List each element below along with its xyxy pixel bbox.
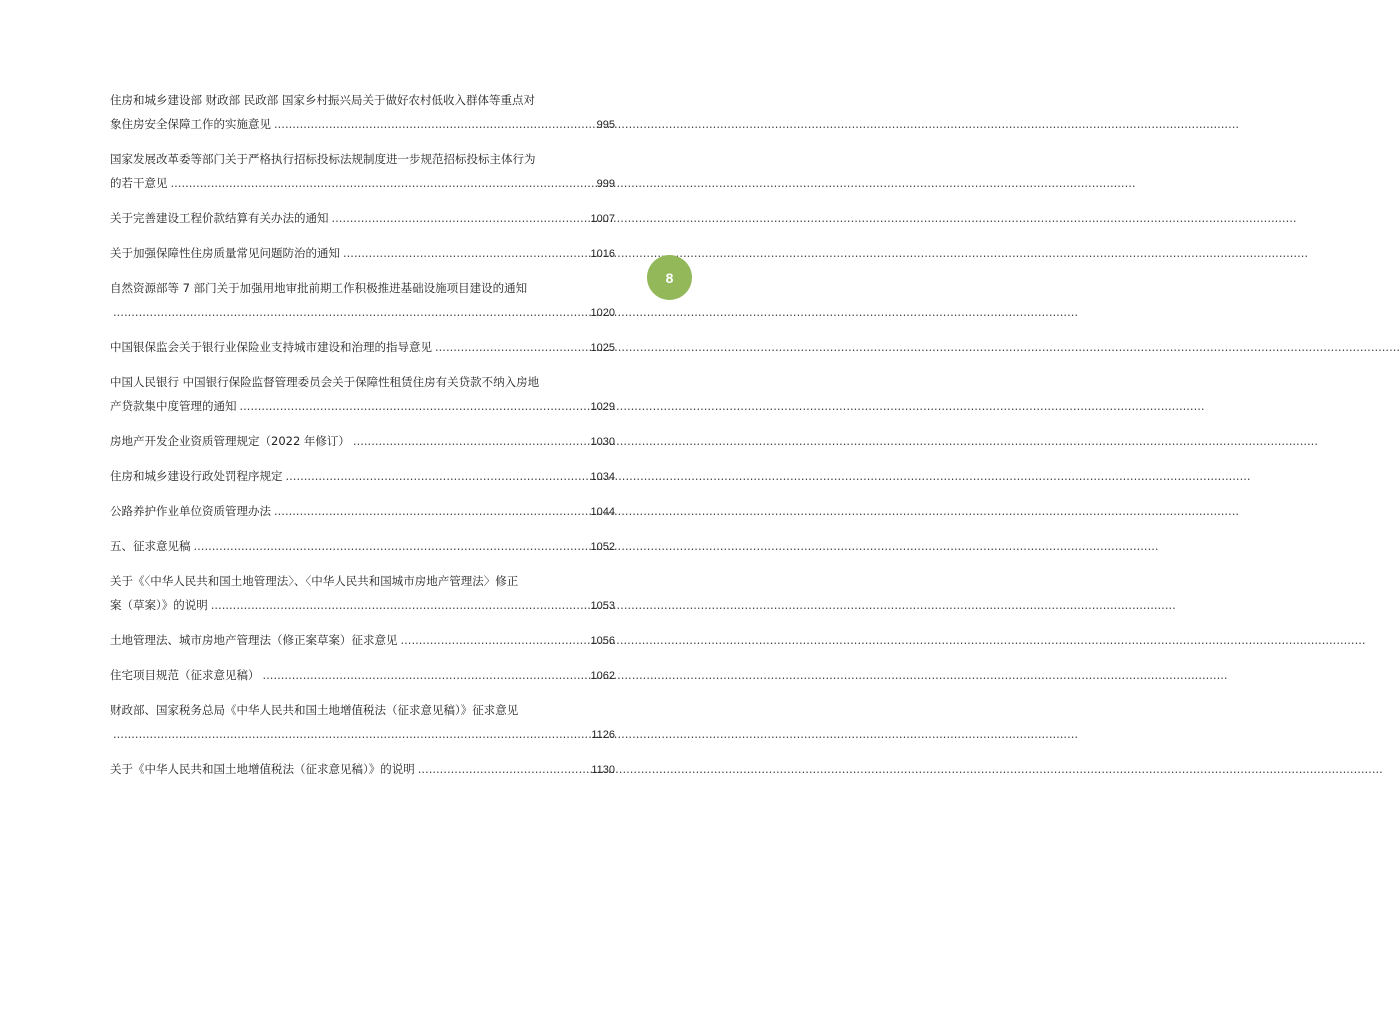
toc-entry-title-line: 中国人民银行 中国银行保险监督管理委员会关于保障性租赁住房有关贷款不纳入房地 — [110, 375, 540, 389]
dot-leader — [211, 593, 588, 617]
toc-entry-line — [110, 722, 615, 746]
toc-page-number: 1126 — [591, 729, 615, 741]
toc-entry[interactable] — [110, 88, 615, 136]
toc-page-number: 1030 — [590, 436, 615, 448]
toc-entry-line — [110, 593, 615, 617]
toc-entry-title-line: 自然资源部等 7 部门关于加强用地审批前期工作积极推进基础设施项目建设的通知 — [110, 281, 528, 295]
toc-page-number: 1025 — [590, 342, 615, 354]
toc-entry-line — [110, 534, 615, 558]
toc-entry-title: 关于《中华人民共和国土地增值税法（征求意见稿）》的说明 — [110, 762, 415, 776]
toc-entry[interactable] — [110, 276, 615, 324]
toc-entry[interactable] — [110, 757, 615, 781]
toc-entry-line — [110, 206, 615, 230]
toc-entry[interactable] — [110, 628, 615, 652]
toc-entry-line — [110, 663, 615, 687]
toc-entry-title: 关于完善建设工程价款结算有关办法的通知 — [110, 211, 329, 225]
dot-leader — [343, 241, 588, 265]
toc-entry-title: 住宅项目规范（征求意见稿） — [110, 668, 260, 682]
toc-entry-title: 房地产开发企业资质管理规定（2022 年修订） — [110, 434, 350, 448]
dot-leader — [240, 394, 588, 418]
toc-entry-title: 公路养护作业单位资质管理办法 — [110, 504, 271, 518]
toc-entry-line — [110, 171, 615, 195]
dot-leader — [113, 300, 588, 324]
toc-entry-line — [110, 757, 615, 781]
page-number-badge: 8 — [647, 255, 692, 300]
toc-page-number: 1052 — [590, 541, 615, 553]
dot-leader — [418, 757, 589, 781]
toc-page-number: 1020 — [590, 307, 615, 319]
toc-entry-line — [110, 394, 615, 418]
toc-entry[interactable] — [110, 499, 615, 523]
toc-entry-title: 案（草案）》的说明 — [110, 598, 208, 612]
toc-entry[interactable] — [110, 663, 615, 687]
toc-page-number: 999 — [596, 178, 615, 190]
toc-page-number: 1016 — [590, 248, 615, 260]
toc-entry-line — [110, 429, 615, 453]
toc-entry-title: 象住房安全保障工作的实施意见 — [110, 117, 271, 131]
toc-entry-title: 住房和城乡建设行政处罚程序规定 — [110, 469, 283, 483]
toc-entry-title-line: 关于《〈中华人民共和国土地管理法〉、〈中华人民共和国城市房地产管理法〉修正 — [110, 574, 519, 588]
dot-leader — [274, 112, 594, 136]
toc-entry-line — [110, 300, 615, 324]
toc-page-number: 1007 — [590, 213, 615, 225]
dot-leader — [332, 206, 588, 230]
dot-leader — [113, 722, 588, 746]
toc-page-number: 995 — [596, 119, 615, 131]
dot-leader — [194, 534, 588, 558]
dot-leader — [353, 429, 588, 453]
toc-page-number: 1130 — [591, 764, 615, 776]
dot-leader — [171, 171, 594, 195]
toc-entry[interactable] — [110, 335, 615, 359]
toc-entry-title: 关于加强保障性住房质量常见问题防治的通知 — [110, 246, 340, 260]
dot-leader — [263, 663, 588, 687]
toc-entry-line — [110, 335, 615, 359]
toc-entry[interactable] — [110, 698, 615, 746]
toc-entry-line — [110, 241, 615, 265]
toc-page-number: 1056 — [590, 635, 615, 647]
toc-page-number: 1062 — [590, 670, 615, 682]
dot-leader — [274, 499, 588, 523]
toc-page-number: 1053 — [590, 600, 615, 612]
toc-entry-line — [110, 464, 615, 488]
toc-page-number: 1034 — [590, 471, 615, 483]
toc-entry-title-line: 住房和城乡建设部 财政部 民政部 国家乡村振兴局关于做好农村低收入群体等重点对 — [110, 93, 535, 107]
toc-entry[interactable] — [110, 569, 615, 617]
toc-section-entry[interactable] — [110, 534, 615, 558]
toc-entry-title-line: 财政部、国家税务总局《中华人民共和国土地增值税法（征求意见稿）》征求意见 — [110, 703, 519, 717]
dot-leader — [435, 335, 588, 359]
toc-entry-line — [110, 499, 615, 523]
toc-entry[interactable] — [110, 464, 615, 488]
toc-entry-title: 产贷款集中度管理的通知 — [110, 399, 237, 413]
table-of-contents — [110, 88, 615, 792]
toc-entry[interactable] — [110, 241, 615, 265]
toc-entry-line — [110, 112, 615, 136]
toc-entry-title: 中国银保监会关于银行业保险业支持城市建设和治理的指导意见 — [110, 340, 432, 354]
toc-entry[interactable] — [110, 370, 615, 418]
dot-leader — [401, 628, 588, 652]
toc-page-number: 1044 — [590, 506, 615, 518]
toc-entry[interactable] — [110, 206, 615, 230]
dot-leader — [286, 464, 588, 488]
toc-entry-title: 土地管理法、城市房地产管理法（修正案草案）征求意见 — [110, 633, 398, 647]
toc-entry-title: 的若干意见 — [110, 176, 168, 190]
toc-entry-line — [110, 628, 615, 652]
toc-entry[interactable] — [110, 147, 615, 195]
toc-entry-title-line: 国家发展改革委等部门关于严格执行招标投标法规制度进一步规范招标投标主体行为 — [110, 152, 536, 166]
toc-page-number: 1029 — [590, 401, 615, 413]
toc-section-title: 五、征求意见稿 — [110, 539, 191, 553]
toc-entry[interactable] — [110, 429, 615, 453]
